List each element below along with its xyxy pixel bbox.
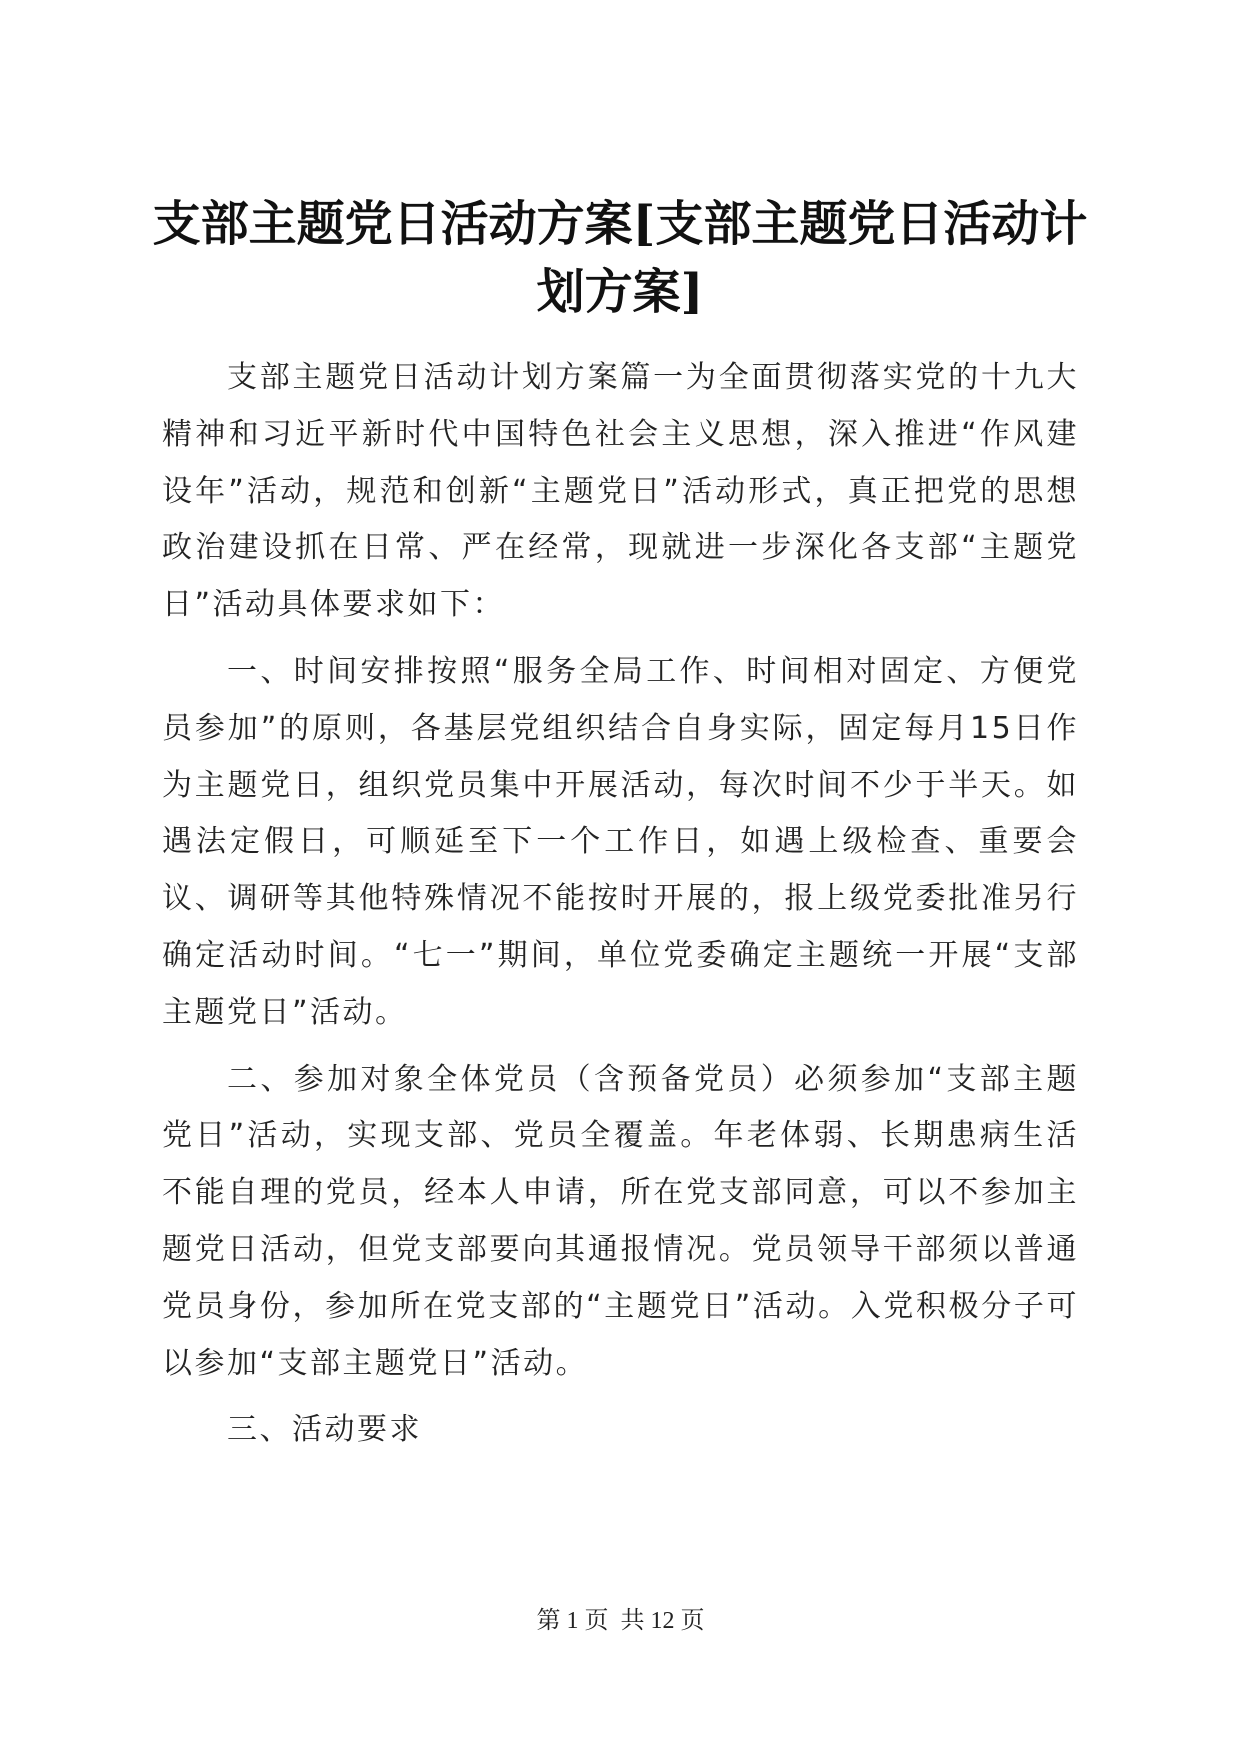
page-number-label: 第 1 页 共 12 页 [536, 1608, 705, 1634]
document-body [162, 350, 1079, 1459]
section-heading-activity-requirements: 三、活动要求 [227, 1412, 422, 1448]
paragraph-participants: 二、参加对象全体党员（含预备党员）必须参加“支部主题党日”活动，实现支部、党员全覆盖。年老体弱、长期患病生活不能自理的党员，经本人申请，所在党支部同意，可以不参加主题党日活动，但党支部要向其通报情况。党员领导干部须以普通党员身份，参加所在党支部的“主题党日”活动。入党积极分子可以参加“支部主题党日”活动。 [162, 1061, 1079, 1381]
document-title: 支部主题党日活动方案[支部主题党日活动计划方案] [152, 196, 1088, 320]
paragraph-time-arrangement: 一、时间安排按照“服务全局工作、时间相对固定、方便党员参加”的原则，各基层党组织结合自身实际，固定每月15日作为主题党日，组织党员集中开展活动，每次时间不少于半天。如遇法定假日，可顺延至下一个工作日，如遇上级检查、重要会议、调研等其他特殊情况不能按时开展的，报上级党委批准另行确定活动时间。“七一”期间，单位党委确定主题统一开展“支部主题党日”活动。 [162, 653, 1079, 1030]
paragraph-intro: 支部主题党日活动计划方案篇一为全面贯彻落实党的十九大精神和习近平新时代中国特色社会主义思想，深入推进“作风建设年”活动，规范和创新“主题党日”活动形式，真正把党的思想政治建设抓在日常、严在经常，现就进一步深化各支部“主题党日”活动具体要求如下： [162, 360, 1079, 623]
page-number-footer [0, 1600, 1241, 1635]
